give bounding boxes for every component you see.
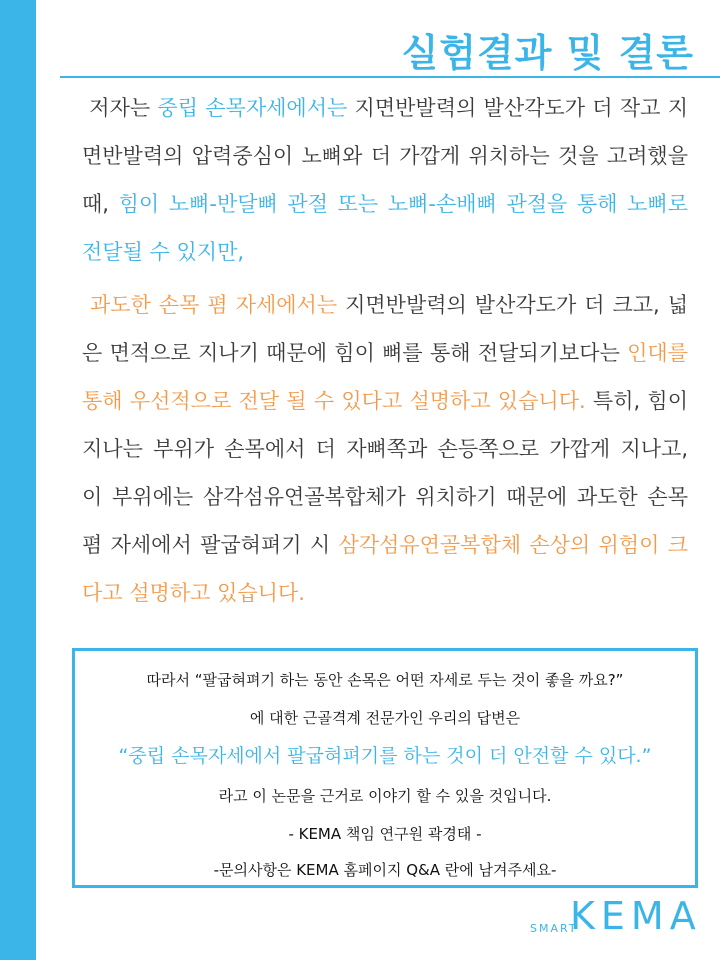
p1-highlight-neutral-wrist: 중립 손목자세에서는 xyxy=(157,96,348,120)
contact-note: -문의사항은 KEMA 홈페이지 Q&A 란에 남겨주세요- xyxy=(213,861,557,879)
p1-text-1: 저자는 xyxy=(89,96,158,120)
kema-logo xyxy=(530,894,700,944)
conclusion-question: 따라서 “팔굽혀펴기 하는 동안 손목은 어떤 자세로 두는 것이 좋을 까요?” xyxy=(146,671,624,689)
logo-kema-text: KEMA xyxy=(570,894,702,938)
conclusion-box xyxy=(72,648,698,888)
p2-highlight-extension: 과도한 손목 폄 자세에서는 xyxy=(90,293,338,317)
p2-highlight-tfcc-risk: 삼각섬유연골복합체 손상의 위험이 크다고 설명하고 있습니다. xyxy=(82,533,688,605)
p2-highlight-ligament: 인대를 통해 우선적으로 전달 될 수 있다고 설명하고 있습니다. xyxy=(82,341,688,413)
p1-highlight-force-transfer: 힘이 노뼈-반달뼈 관절 또는 노뼈-손배뼈 관절을 통해 노뼈로 전달될 수 있지만, xyxy=(82,192,688,264)
p1-text-2: 지면반발력의 발산각도가 더 작고 지면반발력의 압력중심이 노뼈와 더 가깝게 위치하는 것을 고려했을 때, xyxy=(82,96,688,216)
results-paragraph-1 xyxy=(82,84,688,276)
results-paragraph-2 xyxy=(82,281,688,617)
author-credit: - KEMA 책임 연구원 곽경태 - xyxy=(288,825,482,843)
conclusion-answer-quote: “중립 손목자세에서 팔굽혀펴기를 하는 것이 더 안전할 수 있다.” xyxy=(118,745,652,767)
page-title: 실험결과 및 결론 xyxy=(401,31,694,75)
logo-smart-text: SMART xyxy=(530,922,578,935)
conclusion-intro: 에 대한 근골격계 전문가인 우리의 답변은 xyxy=(249,709,521,727)
p2-text-2: 특히, 힘이 지나는 부위가 손목에서 더 자뼈쪽과 손등쪽으로 가깝게 지나고, 이 부위에는 삼각섬유연골복합체가 위치하기 때문에 과도한 손목 폄 자세에서 팔굽혀펴기 시 xyxy=(82,389,688,557)
left-accent-bar xyxy=(0,0,36,960)
conclusion-basis: 라고 이 논문을 근거로 이야기 할 수 있을 것입니다. xyxy=(218,787,552,805)
p2-text-1: 지면반발력의 발산각도가 더 크고, 넓은 면적으로 지나기 때문에 힘이 뼈를 통해 전달되기보다는 xyxy=(82,293,689,365)
title-divider xyxy=(60,76,720,78)
